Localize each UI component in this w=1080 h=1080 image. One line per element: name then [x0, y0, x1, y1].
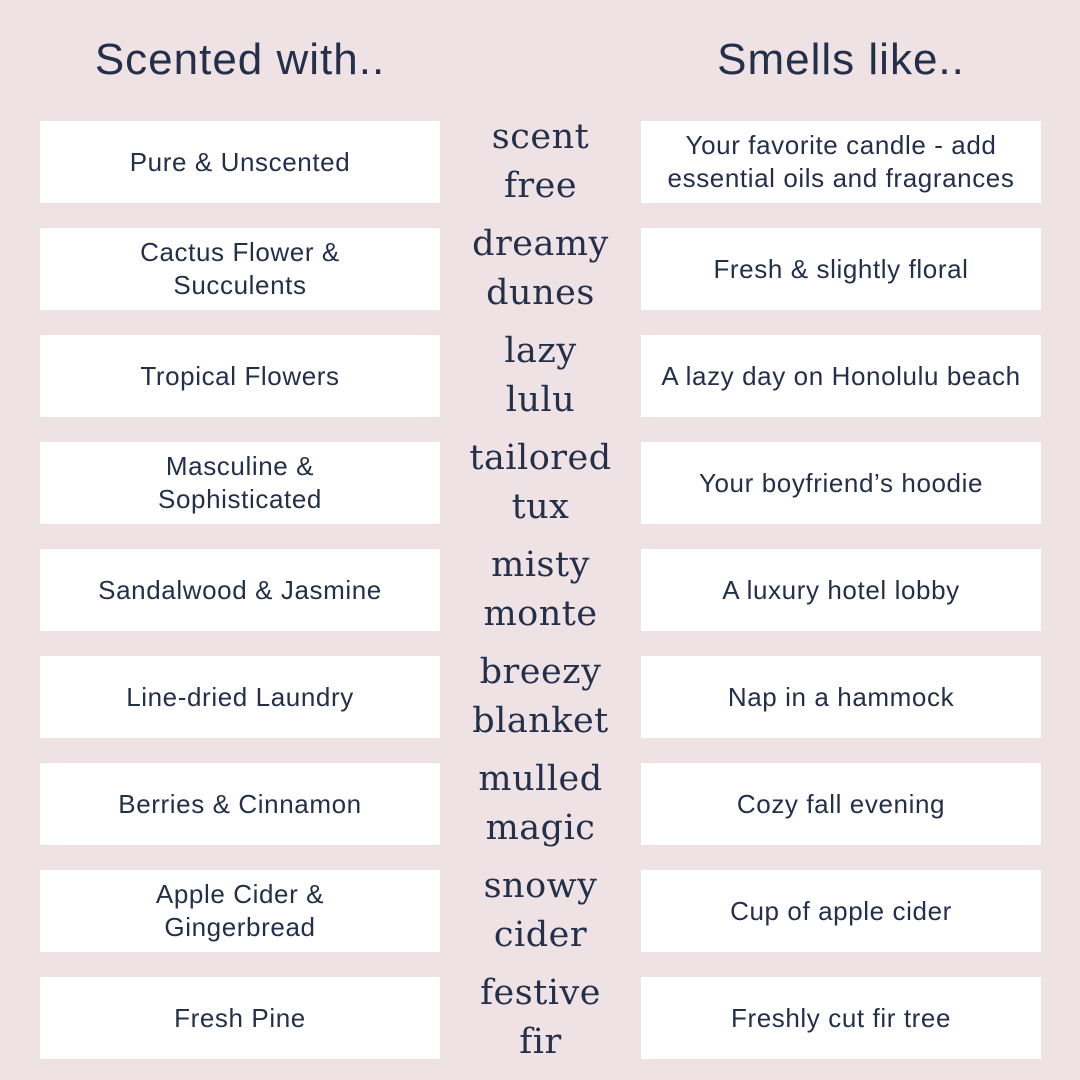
scented-with-box: Fresh Pine — [40, 977, 440, 1059]
scent-row — [0, 973, 1080, 1062]
candle-name — [442, 324, 639, 428]
scented-with-box: Apple Cider & Gingerbread — [40, 870, 440, 952]
scent-row — [0, 759, 1080, 848]
candle-name — [442, 538, 639, 642]
candle-name-line-1: lazy — [504, 331, 577, 371]
scent-row — [0, 866, 1080, 955]
candle-name-line-1: scent — [491, 117, 590, 157]
scent-row — [0, 224, 1080, 313]
candle-name-line-1: dreamy — [472, 224, 609, 264]
scented-with-box: Berries & Cinnamon — [40, 763, 440, 845]
candle-name-line-2: dunes — [486, 273, 595, 313]
scented-with-box: Cactus Flower & Succulents — [40, 228, 440, 310]
smells-like-box: A luxury hotel lobby — [641, 549, 1041, 631]
smells-like-box: Cozy fall evening — [641, 763, 1041, 845]
candle-name — [442, 752, 639, 856]
scented-with-box: Masculine & Sophisticated — [40, 442, 440, 524]
candle-name-line-1: breezy — [479, 652, 602, 692]
candle-name-line-2: lulu — [505, 380, 576, 420]
candle-name — [442, 859, 639, 963]
scented-with-box: Tropical Flowers — [40, 335, 440, 417]
smells-like-box: Your favorite candle - add essential oils and fragrances — [641, 121, 1041, 203]
candle-name-line-1: festive — [480, 973, 601, 1013]
smells-like-box: Freshly cut fir tree — [641, 977, 1041, 1059]
candle-name-line-1: mulled — [478, 759, 603, 799]
heading-scented-with: Scented with.. — [94, 35, 386, 84]
heading-smells-like: Smells like.. — [717, 35, 965, 84]
candle-name — [442, 966, 639, 1070]
candle-name-line-1: snowy — [483, 866, 598, 906]
candle-name — [442, 110, 639, 214]
candle-name-line-2: free — [503, 166, 578, 206]
smells-like-box: Nap in a hammock — [641, 656, 1041, 738]
scented-with-box: Sandalwood & Jasmine — [40, 549, 440, 631]
scent-row — [0, 652, 1080, 741]
candle-name-line-2: tux — [511, 487, 570, 527]
smells-like-box: Fresh & slightly floral — [641, 228, 1041, 310]
scent-row — [0, 117, 1080, 206]
scent-row — [0, 331, 1080, 420]
candle-name-line-2: magic — [485, 808, 596, 848]
smells-like-box: A lazy day on Honolulu beach — [641, 335, 1041, 417]
candle-name-line-1: tailored — [469, 438, 612, 478]
candle-name-line-2: cider — [493, 915, 588, 955]
smells-like-box: Your boyfriend’s hoodie — [641, 442, 1041, 524]
candle-name — [442, 645, 639, 749]
scented-with-box: Pure & Unscented — [40, 121, 440, 203]
candle-name-line-2: blanket — [472, 701, 609, 741]
candle-name-line-2: monte — [483, 594, 598, 634]
candle-name-line-2: fir — [519, 1022, 562, 1062]
candle-name — [442, 431, 639, 535]
smells-like-box: Cup of apple cider — [641, 870, 1041, 952]
scented-with-box: Line-dried Laundry — [40, 656, 440, 738]
candle-name — [442, 217, 639, 321]
candle-name-line-1: misty — [491, 545, 590, 585]
scent-row — [0, 438, 1080, 527]
scent-row — [0, 545, 1080, 634]
